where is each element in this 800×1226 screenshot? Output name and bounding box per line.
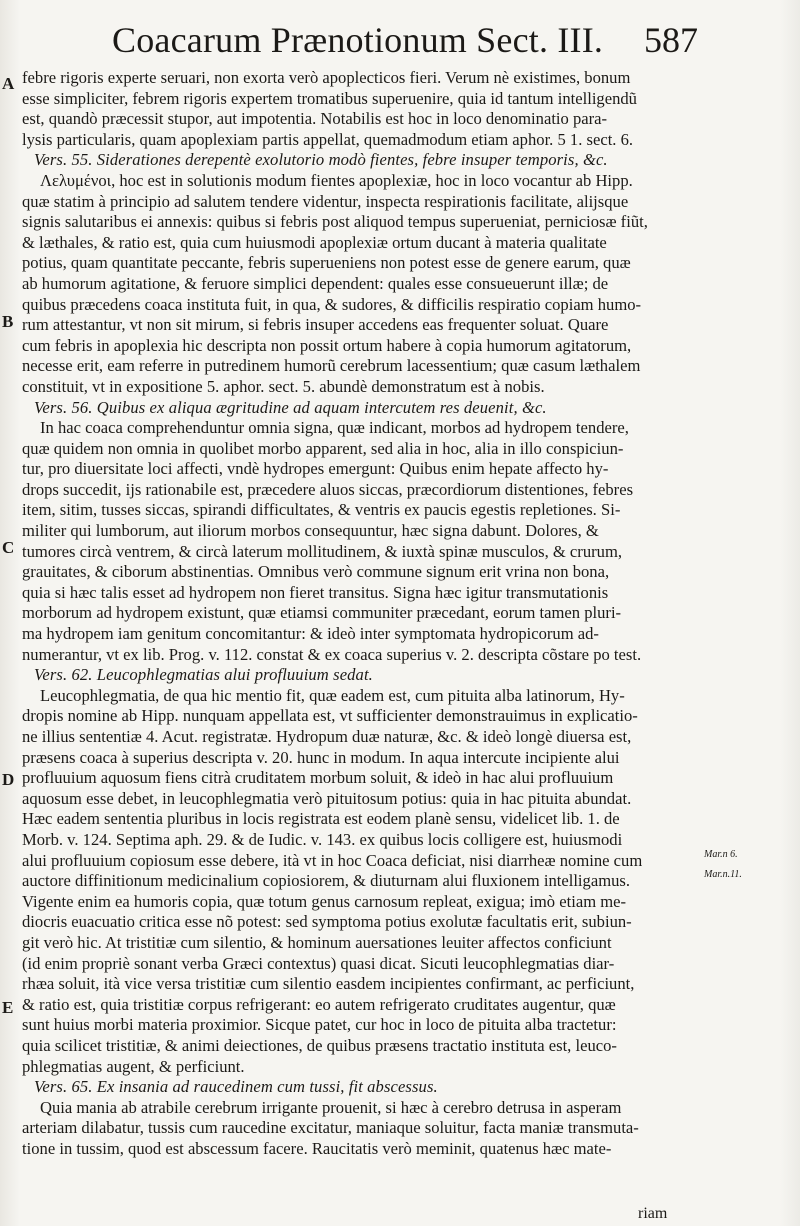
text-line: rum attestantur, vt non sit mirum, si febris insuper accedens eas frequenter soluat. Quare xyxy=(22,315,609,335)
text-line: alui profluuium copiosum esse debere, ità vt in hoc Coaca deficiat, nisi diarrheæ nomine cum xyxy=(22,850,643,870)
text-line: aquosum esse debet, in leucophlegmatia verò pituitosum potius: quia in hac pituita abundat. xyxy=(22,788,632,808)
text-line: quibus præcedens coaca instituta fuit, in qua, & sudores, & difficilis respiratio copiam humo- xyxy=(22,294,642,314)
text-line: & læthales, & ratio est, quia cum huiusmodi apoplexiæ ortum ducant à materia qualitate xyxy=(22,232,607,252)
text-line: lysis particularis, quam apoplexiam partis appellat, quemadmodum etiam aphor. 5 1. sect. 6. xyxy=(22,129,634,149)
page-number: 587 xyxy=(644,20,698,60)
text-line: Morb. v. 124. Septima aph. 29. & de Iudic. v. 143. ex quibus locis colligere est, huiusmodi xyxy=(22,829,623,849)
text-line: esse simpliciter, febrem rigoris expertem tromatibus superuenire, quia id tantum intelligendũ xyxy=(22,88,637,108)
text-line: git verò hic. At tristitiæ cum silentio, & hominum auersationes leuiter affectos conficiunt xyxy=(22,932,612,952)
text-line: tur, pro diuersitate loci affecti, vndè hydropes emergunt: Quibus enim hepate affecto hy- xyxy=(22,459,609,479)
text-line: drops succedit, ijs rationabile est, præcedere aluos siccas, præcordiorum distentiones, febres xyxy=(22,479,634,499)
catchword: riam xyxy=(638,1205,668,1222)
text-line: rhæa soluit, ità vice versa tristitiæ cum silentio easdem incipientes confirmant, ac perficiunt, xyxy=(22,974,635,994)
margin-note: Mar.n 6. xyxy=(704,849,738,860)
text-line: febre rigoris experte seruari, non exorta verò apoplecticos fieri. Verum nè existimes, bonum xyxy=(22,68,631,87)
margin-note: Mar.n.11. xyxy=(704,869,742,880)
text-line: arteriam dilabatur, tussis cum raucedine excitatur, maniaque soluitur, facta maniæ transmuta- xyxy=(22,1118,639,1138)
text-line: signis salutaribus ei annexis: quibus si febris post aliquod tempus superueniat, perniciosæ fiũt, xyxy=(22,212,648,232)
text-line: item, sitim, tusses siccas, spirandi difficultates, & ventris ex paucis egestis repletiones. Si- xyxy=(22,500,621,520)
margin-letter-b: B xyxy=(2,312,14,331)
text-line: quæ statim à principio ad salutem tendere videntur, inspecta respirationis facilitate, alijsque xyxy=(22,191,629,211)
text-line: phlegmatias augent, & perficiunt. xyxy=(22,1056,245,1076)
margin-letter-a: A xyxy=(2,74,15,93)
verse-heading: Vers. 65. Ex insania ad raucedinem cum tussi, fit abscessus. xyxy=(34,1077,438,1097)
text-line: quæ quidem non omnia in quolibet morbo apparent, sed alia in hoc, alia in illo conspiciun- xyxy=(22,438,624,458)
verse-heading: Vers. 62. Leucophlegmatias alui profluuium sedat. xyxy=(34,665,373,685)
text-line: auctore diffinitionum medicinalium copiosiorem, & diuturnam alui fluxionem intelligamus. xyxy=(22,871,631,891)
text-line: (id enim propriè sonant verba Græci contextus) quasi dicat. Sicuti leucophlegmatias diar- xyxy=(22,953,615,973)
text-line: sunt huius morbi materia proximior. Sicque patet, cur hoc in loco de pituita alba tractetur: xyxy=(22,1015,617,1035)
text-line: tumores circà ventrem, & circà laterum mollitudinem, & iuxtà spinæ musculos, & crurum, xyxy=(22,541,623,561)
text-line: ne illius sententiæ 4. Acut. registratæ. Hydropum duæ naturæ, &c. & ideò longè diuersa est, xyxy=(22,727,632,746)
verse-heading: Vers. 55. Siderationes derepentè exolutorio modò fientes, febre insuper temporis, &c. xyxy=(34,150,608,170)
text-line: ab humorum agitatione, & feruore simplici dependent: quales esse consueuerunt illæ; de xyxy=(22,273,609,293)
text-line: potius, quam quantitate peccante, febris superueniens non potest esse de genere earum, quæ xyxy=(22,253,631,273)
margin-letter-d: D xyxy=(2,770,15,789)
text-line: cum febris in apoplexia hic descripta non possit ortum habere à copia humorum agitatorum, xyxy=(22,335,632,355)
margin-letter-e: E xyxy=(2,998,14,1017)
margin-letter-c: C xyxy=(2,538,15,557)
text-line: diocris euacuatio critica esse nõ potest: sed symptoma potius exolutæ facultatis erit, subiun- xyxy=(22,912,632,932)
text-line: quia scilicet tristitiæ, & animi deiectiones, de quibus præsens tractatio instituta est, leuco- xyxy=(22,1035,617,1055)
text-line: quia si hæc talis esset ad hydropem non fieret transitus. Signa hæc igitur transmutationis xyxy=(22,582,609,602)
text-line: necesse erit, eam referre in putredinem humorũ cerebrum lacessentium; quæ casum læthalem xyxy=(22,356,641,376)
verse-heading: Vers. 56. Quibus ex aliqua ægritudine ad aquam intercutem res deuenit, &c. xyxy=(34,397,547,417)
running-head xyxy=(112,18,702,64)
text-line: morborum ad hydropem existunt, quæ etiamsi communiter præcedant, eorum tamen pluri- xyxy=(22,603,622,623)
text-line: Quia mania ab atrabile cerebrum irrigante prouenit, si hæc à cerebro detrusa in asperam xyxy=(40,1097,622,1117)
text-line: dropis nomine ab Hipp. nunquam appellata est, vt sufficienter demonstrauimus in explicatio- xyxy=(22,706,638,726)
text-line: præsens coaca à superius descripta v. 20. hunc in modum. In aqua intercute incipiente alui xyxy=(22,747,620,767)
page-title: Coacarum Prænotionum Sect. III. xyxy=(112,20,604,60)
text-line: profluuium aquosum fiens citrà cruditatem morbum soluit, & ideò in hac alui profluuium xyxy=(22,768,614,788)
text-line: grauitates, & ciborum abstinentias. Omnibus verò commune signum erit vrina non bona, xyxy=(22,562,610,582)
text-line: ma hydropem iam genitum concomitantur: & ideò inter symptomata hydropicorum ad- xyxy=(22,624,599,644)
text-line: tione in tussim, quod est abscessum facere. Raucitatis verò meminit, quatenus hæc mate- xyxy=(22,1138,612,1158)
text-line: In hac coaca comprehenduntur omnia signa, quæ indicant, morbos ad hydropem tendere, xyxy=(40,418,629,438)
text-line: est, quandò præcessit stupor, aut impotentia. Notabilis est hoc in loco denominatio para- xyxy=(22,109,608,129)
body-text xyxy=(22,68,712,1159)
text-line: Vigente enim ea humoris copia, quæ totum genus carnosum repleat, exigua; imò etiam me- xyxy=(22,891,627,911)
text-line: Leucophlegmatia, de qua hic mentio fit, quæ eadem est, cum pituita alba latinorum, Hy- xyxy=(40,685,625,705)
text-line: Λελυμένοι, hoc est in solutionis modum fientes apoplexiæ, hoc in loco vocantur ab Hipp. xyxy=(40,170,633,190)
text-line: numerantur, vt ex lib. Prog. v. 112. constat & ex coaca superius v. 2. descripta cõstare po test. xyxy=(22,644,642,664)
text-line: militer qui lumborum, aut iliorum morbos consequuntur, hæc signa dabunt. Dolores, & xyxy=(22,521,599,541)
text-line: Hæc eadem sententia pluribus in locis registrata est eodem planè sensu, videlicet lib. 1. de xyxy=(22,809,620,829)
text-line: constituit, vt in expositione 5. aphor. sect. 5. abundè demonstratum est à nobis. xyxy=(22,376,545,396)
text-line: & ratio est, quia tristitiæ corpus refrigerant: eo autem refrigerato cruditates augentur, quæ xyxy=(22,994,616,1014)
